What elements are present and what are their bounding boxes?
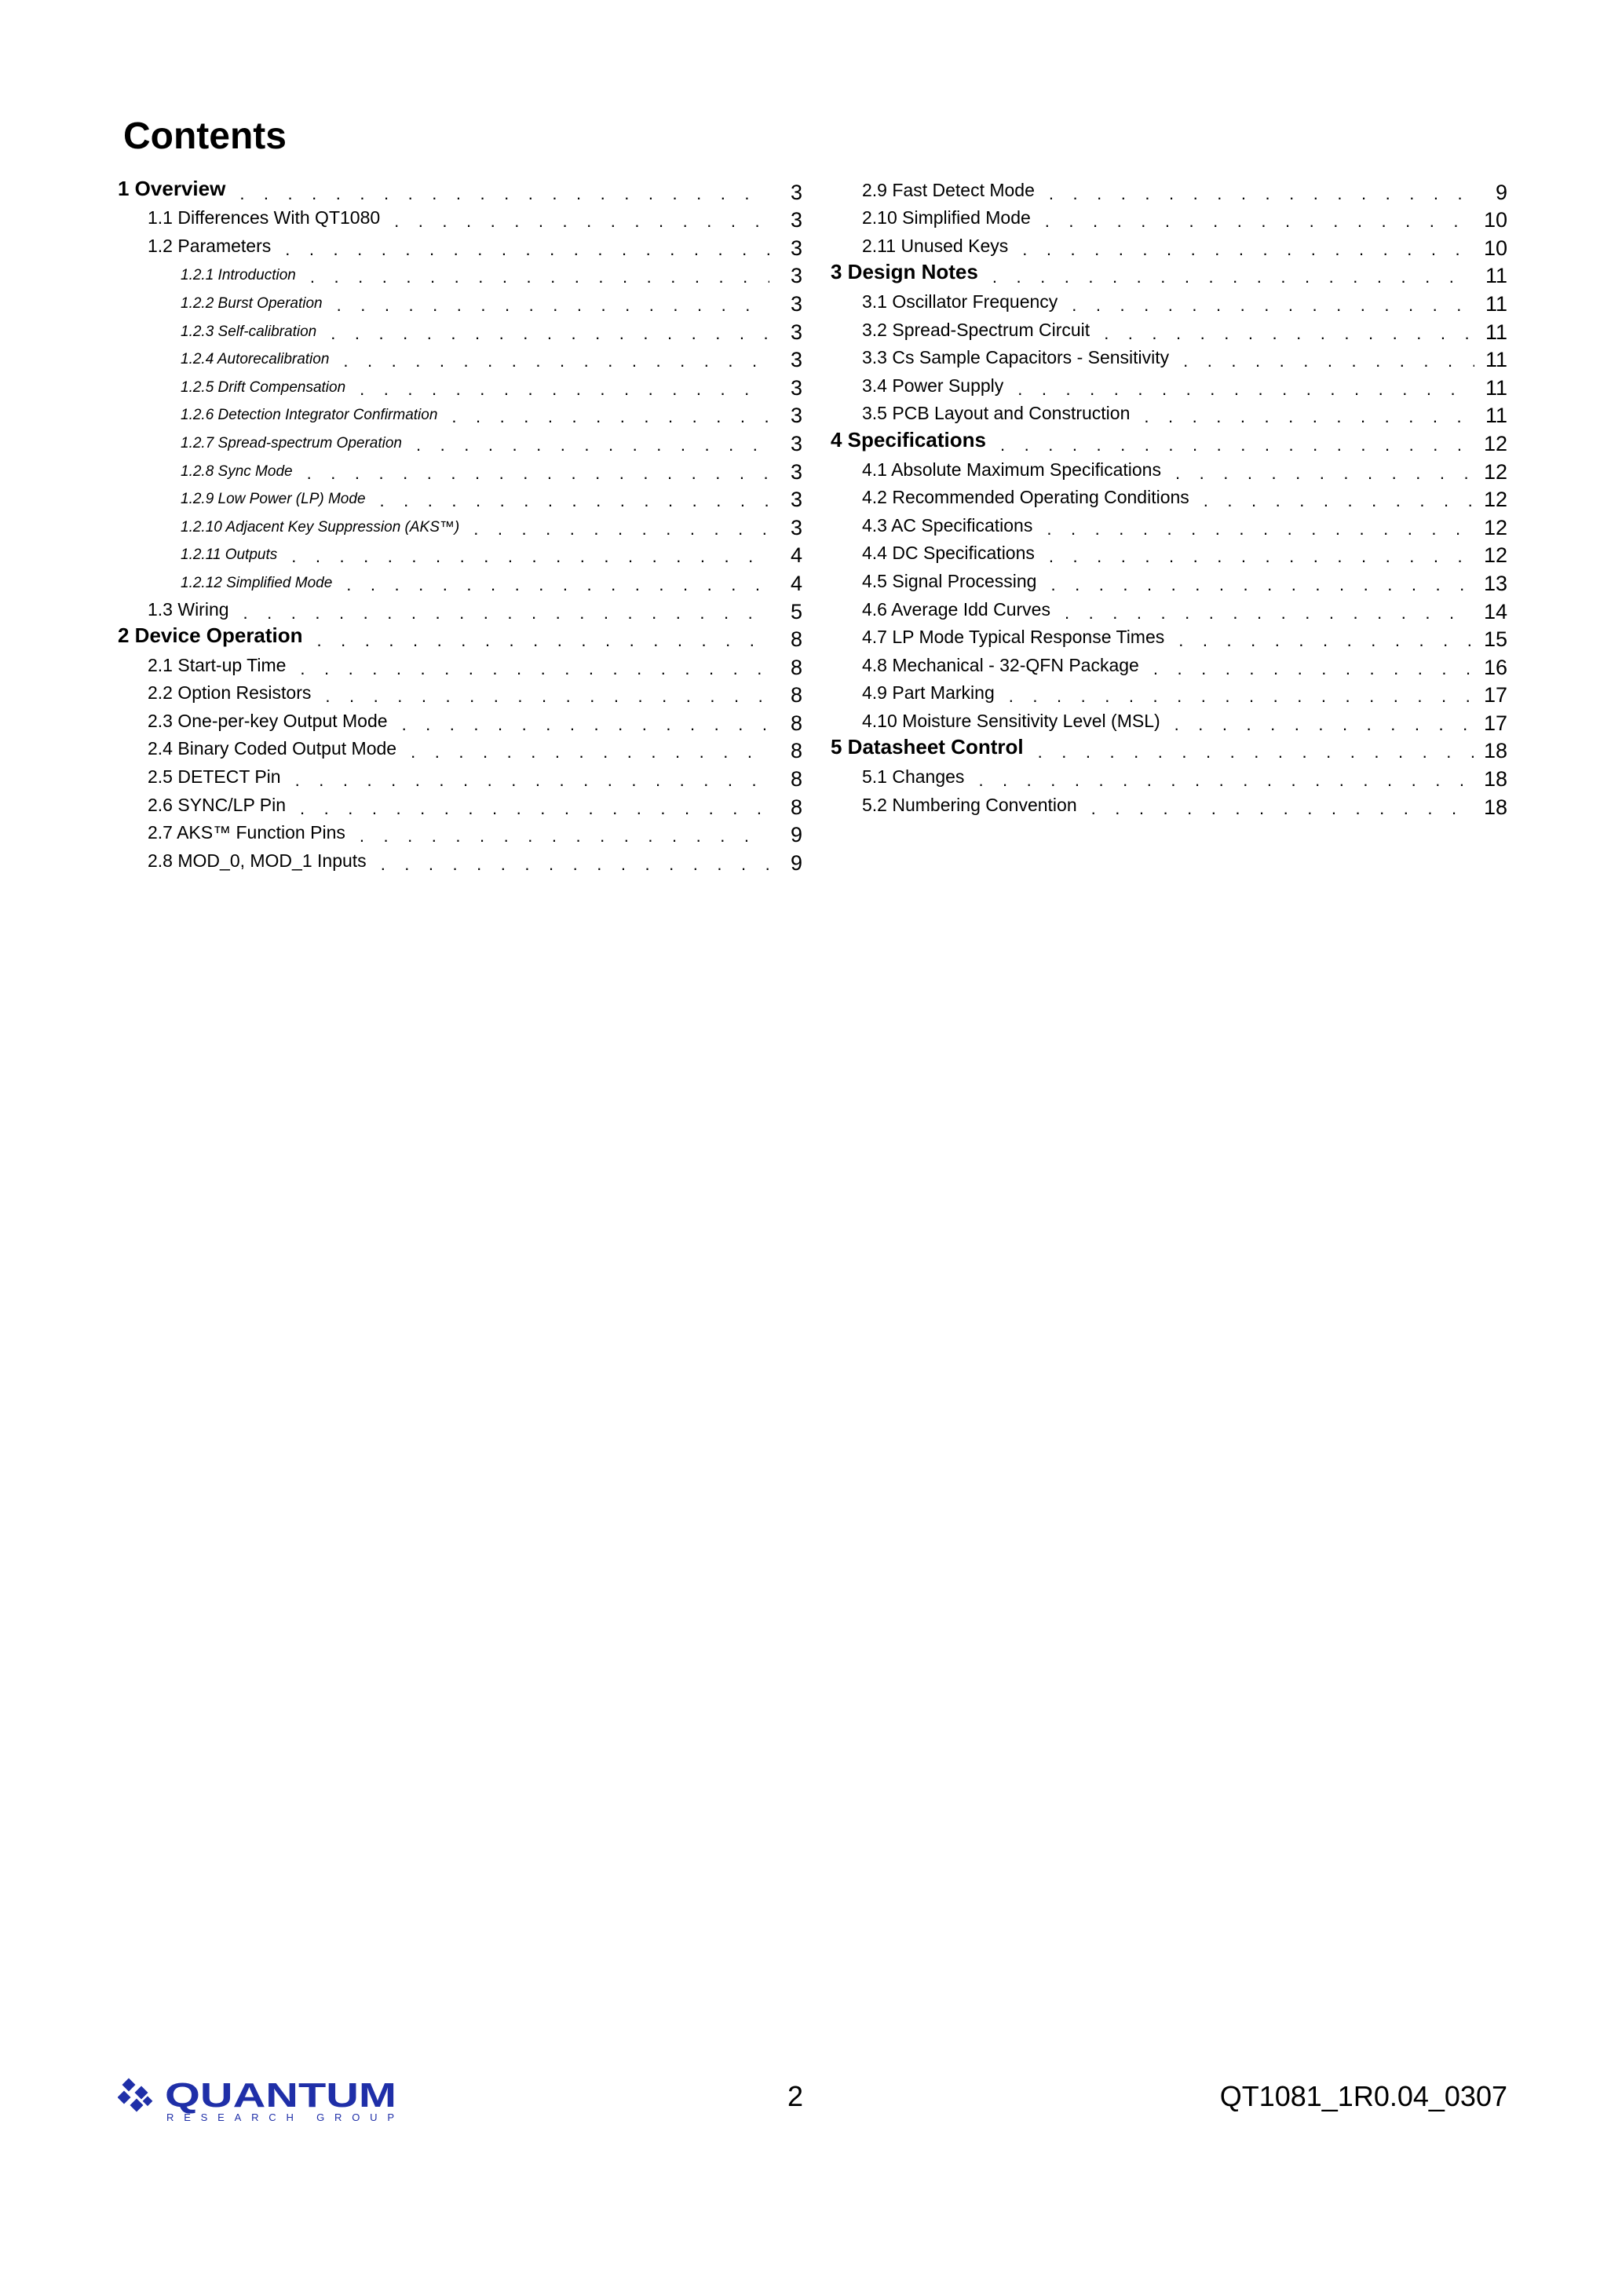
toc-leader-dots xyxy=(1174,716,1474,737)
toc-entry-page: 3 xyxy=(790,375,802,400)
toc-entry-label: 1.2 Parameters xyxy=(148,235,272,256)
toc-entry-page: 15 xyxy=(1483,627,1507,652)
toc-leader-dots xyxy=(346,576,769,597)
toc-entry-label: 1.2.10 Adjacent Key Suppression (AKS™) xyxy=(181,518,460,536)
toc-leader-dots xyxy=(1065,605,1474,625)
toc-entry-page: 9 xyxy=(790,850,802,875)
toc-entry[interactable] xyxy=(118,206,802,234)
toc-leader-dots xyxy=(337,297,769,317)
toc-entry-label: 2.10 Simplified Mode xyxy=(862,207,1031,229)
toc-leader-dots xyxy=(381,856,769,876)
toc-leader-dots xyxy=(1000,437,1474,457)
toc-entry-page: 8 xyxy=(790,767,802,792)
toc-entry-label: 1 Overview xyxy=(118,176,226,200)
toc-entry[interactable] xyxy=(831,625,1507,653)
toc-entry[interactable] xyxy=(831,177,1507,206)
toc-entry[interactable] xyxy=(831,206,1507,234)
toc-entry-page: 10 xyxy=(1483,208,1507,232)
toc-entry[interactable] xyxy=(118,233,802,261)
toc-entry-page: 3 xyxy=(790,320,802,344)
toc-leader-dots xyxy=(1183,353,1474,373)
toc-entry-page: 13 xyxy=(1483,571,1507,595)
toc-entry-page: 3 xyxy=(790,488,802,512)
toc-entry-page: 16 xyxy=(1483,655,1507,679)
toc-entry-page: 8 xyxy=(790,739,802,763)
toc-entry-label: 1.1 Differences With QT1080 xyxy=(148,207,381,229)
toc-leader-dots xyxy=(239,185,769,206)
toc-leader-dots xyxy=(331,325,769,345)
toc-entry-label: 1.2.3 Self-calibration xyxy=(181,323,317,340)
toc-entry[interactable] xyxy=(831,485,1507,514)
toc-entry-label: 4.10 Moisture Sensitivity Level (MSL) xyxy=(862,710,1160,731)
toc-entry-page: 8 xyxy=(790,795,802,819)
toc-entry[interactable] xyxy=(831,429,1507,457)
toc-leader-dots xyxy=(1049,185,1474,206)
toc-leader-dots xyxy=(1144,408,1474,429)
toc-leader-dots xyxy=(1104,325,1474,345)
toc-leader-dots xyxy=(1178,632,1474,653)
toc-left-column xyxy=(118,177,802,876)
toc-entry[interactable] xyxy=(118,569,802,597)
toc-leader-dots xyxy=(1047,521,1474,541)
toc-leader-dots xyxy=(1017,381,1474,401)
toc-entry-label: 1.2.4 Autorecalibration xyxy=(181,351,330,368)
toc-leader-dots xyxy=(360,828,769,848)
toc-entry[interactable] xyxy=(831,653,1507,681)
toc-leader-dots xyxy=(992,269,1474,289)
toc-leader-dots xyxy=(1050,576,1474,597)
toc-entry-page: 4 xyxy=(790,543,802,568)
toc-entry-label: 1.2.12 Simplified Mode xyxy=(181,574,333,591)
toc-entry-page: 3 xyxy=(790,404,802,428)
toc-entry-label: 4.6 Average Idd Curves xyxy=(862,598,1050,620)
toc-entry-page: 3 xyxy=(790,180,802,204)
toc-entry-label: 1.2.11 Outputs xyxy=(181,547,278,564)
toc-leader-dots xyxy=(300,800,769,821)
toc-entry-label: 3.5 PCB Layout and Construction xyxy=(862,403,1131,424)
toc-entry-page: 12 xyxy=(1483,515,1507,539)
toc-entry[interactable] xyxy=(118,625,802,653)
toc-entry-label: 4.8 Mechanical - 32-QFN Package xyxy=(862,654,1139,675)
toc-entry[interactable] xyxy=(118,792,802,821)
toc-entry-label: 2.1 Start-up Time xyxy=(148,654,287,675)
toc-leader-dots xyxy=(411,744,769,764)
toc-entry-label: 2.8 MOD_0, MOD_1 Inputs xyxy=(148,850,367,871)
toc-entry[interactable] xyxy=(118,541,802,569)
toc-entry-page: 18 xyxy=(1483,767,1507,792)
toc-entry[interactable] xyxy=(831,764,1507,792)
toc-entry[interactable] xyxy=(118,848,802,876)
toc-entry-page: 18 xyxy=(1483,795,1507,819)
toc-entry-page: 3 xyxy=(790,515,802,539)
toc-entry-label: 1.2.7 Spread-spectrum Operation xyxy=(181,434,402,452)
toc-entry-page: 10 xyxy=(1483,236,1507,260)
toc-entry[interactable] xyxy=(831,513,1507,541)
toc-entry-label: 5.2 Numbering Convention xyxy=(862,794,1077,815)
toc-entry[interactable] xyxy=(118,429,802,457)
quantum-logo xyxy=(118,2077,400,2124)
toc-entry[interactable] xyxy=(831,289,1507,317)
toc-entry-page: 11 xyxy=(1485,320,1507,344)
toc-entry-page: 3 xyxy=(790,431,802,455)
toc-entry-label: 2.2 Option Resistors xyxy=(148,682,312,704)
toc-entry[interactable] xyxy=(831,681,1507,709)
toc-entry-page: 11 xyxy=(1485,404,1507,428)
toc-entry[interactable] xyxy=(831,373,1507,401)
document-id: QT1081_1R0.04_0307 xyxy=(1219,2080,1507,2112)
toc-entry-label: 1.2.6 Detection Integrator Confirmation xyxy=(181,407,438,424)
toc-leader-dots xyxy=(1022,241,1474,261)
toc-entry-page: 3 xyxy=(790,291,802,316)
toc-entry-page: 3 xyxy=(790,264,802,288)
toc-entry[interactable] xyxy=(118,821,802,849)
toc-leader-dots xyxy=(285,241,769,261)
toc-leader-dots xyxy=(416,437,769,457)
toc-entry-page: 4 xyxy=(790,571,802,595)
toc-entry[interactable] xyxy=(118,764,802,792)
toc-entry-label: 4 Specifications xyxy=(831,427,986,452)
toc-entry-page: 3 xyxy=(790,459,802,484)
toc-entry-page: 12 xyxy=(1483,488,1507,512)
toc-leader-dots xyxy=(380,492,769,513)
toc-entry[interactable] xyxy=(831,708,1507,737)
toc-entry-page: 3 xyxy=(790,236,802,260)
toc-entry-page: 3 xyxy=(790,348,802,372)
toc-entry[interactable] xyxy=(831,737,1507,765)
toc-leader-dots xyxy=(317,632,769,653)
toc-entry-label: 5.1 Changes xyxy=(862,766,965,788)
toc-entry-page: 5 xyxy=(790,599,802,623)
toc-entry-label: 2.11 Unused Keys xyxy=(862,235,1009,256)
toc-leader-dots xyxy=(360,381,769,401)
toc-entry[interactable] xyxy=(118,681,802,709)
toc-entry-label: 4.1 Absolute Maximum Specifications xyxy=(862,459,1161,480)
toc-entry-label: 2.5 DETECT Pin xyxy=(148,766,281,788)
toc-leader-dots xyxy=(1175,465,1474,485)
toc-entry[interactable] xyxy=(118,485,802,514)
toc-entry[interactable] xyxy=(118,708,802,737)
toc-leader-dots xyxy=(1049,548,1474,569)
toc-entry-page: 8 xyxy=(790,627,802,652)
toc-entry-label: 3.2 Spread-Spectrum Circuit xyxy=(862,319,1090,340)
toc-entry[interactable] xyxy=(831,457,1507,485)
toc-entry[interactable] xyxy=(831,233,1507,261)
toc-entry-page: 12 xyxy=(1483,459,1507,484)
toc-entry-label: 2.7 AKS™ Function Pins xyxy=(148,822,345,843)
toc-entry[interactable] xyxy=(831,401,1507,430)
toc-entry[interactable] xyxy=(831,345,1507,374)
toc-entry[interactable] xyxy=(118,653,802,681)
toc-entry-label: 1.2.8 Sync Mode xyxy=(181,462,293,480)
toc-leader-dots xyxy=(473,521,769,541)
toc-entry-page: 12 xyxy=(1483,543,1507,568)
toc-leader-dots xyxy=(291,548,769,569)
toc-entry-page: 11 xyxy=(1485,264,1507,288)
toc-leader-dots xyxy=(978,772,1474,792)
toc-entry-page: 8 xyxy=(790,683,802,707)
toc-entry-label: 3 Design Notes xyxy=(831,260,978,284)
toc-entry-page: 14 xyxy=(1483,599,1507,623)
toc-entry[interactable] xyxy=(118,597,802,625)
toc-entry-page: 8 xyxy=(790,711,802,735)
toc-entry-label: 2.9 Fast Detect Mode xyxy=(862,179,1035,200)
toc-leader-dots xyxy=(394,213,769,233)
toc-entry-label: 4.4 DC Specifications xyxy=(862,543,1035,564)
toc-entry[interactable] xyxy=(118,401,802,430)
toc-entry-label: 5 Datasheet Control xyxy=(831,735,1024,759)
toc-entry[interactable] xyxy=(118,513,802,541)
toc-entry-label: 2.4 Binary Coded Output Mode xyxy=(148,738,397,759)
toc-entry-label: 1.3 Wiring xyxy=(148,598,229,620)
toc-entry[interactable] xyxy=(118,261,802,290)
toc-entry[interactable] xyxy=(118,345,802,374)
toc-leader-dots xyxy=(343,353,769,373)
toc-entry[interactable] xyxy=(118,177,802,206)
toc-entry-label: 2.3 One-per-key Output Mode xyxy=(148,710,388,731)
toc-leader-dots xyxy=(243,605,769,625)
toc-entry-label: 4.2 Recommended Operating Conditions xyxy=(862,487,1189,508)
toc-leader-dots xyxy=(325,688,769,708)
page-title: Contents xyxy=(123,115,287,157)
toc-entry-page: 11 xyxy=(1485,375,1507,400)
toc-entry-label: 4.7 LP Mode Typical Response Times xyxy=(862,627,1165,648)
toc-leader-dots xyxy=(295,772,769,792)
toc-right-column xyxy=(831,177,1507,821)
toc-leader-dots xyxy=(310,269,769,289)
toc-entry[interactable] xyxy=(118,289,802,317)
toc-leader-dots xyxy=(1091,800,1474,821)
toc-leader-dots xyxy=(1153,660,1474,681)
toc-entry-page: 8 xyxy=(790,655,802,679)
toc-entry[interactable] xyxy=(118,373,802,401)
toc-entry-label: 1.2.1 Introduction xyxy=(181,267,296,284)
toc-entry-label: 4.3 AC Specifications xyxy=(862,514,1033,536)
toc-entry[interactable] xyxy=(831,317,1507,345)
toc-entry[interactable] xyxy=(831,569,1507,597)
toc-entry-label: 4.5 Signal Processing xyxy=(862,570,1037,591)
toc-entry-label: 3.3 Cs Sample Capacitors - Sensitivity xyxy=(862,347,1170,368)
toc-leader-dots xyxy=(1038,744,1474,764)
toc-entry-page: 3 xyxy=(790,208,802,232)
toc-entry-label: 4.9 Part Marking xyxy=(862,682,995,704)
toc-entry-page: 18 xyxy=(1483,739,1507,763)
toc-entry-page: 17 xyxy=(1483,683,1507,707)
toc-entry[interactable] xyxy=(118,737,802,765)
toc-entry[interactable] xyxy=(831,541,1507,569)
toc-entry-label: 1.2.5 Drift Compensation xyxy=(181,378,346,396)
toc-leader-dots xyxy=(451,408,769,429)
toc-entry-page: 17 xyxy=(1483,711,1507,735)
toc-entry-page: 12 xyxy=(1483,431,1507,455)
toc-entry-label: 1.2.2 Burst Operation xyxy=(181,294,323,312)
logo-subtitle: RESEARCH GROUP xyxy=(166,2111,394,2123)
toc-entry-label: 3.1 Oscillator Frequency xyxy=(862,291,1058,312)
toc-leader-dots xyxy=(300,660,769,681)
toc-leader-dots xyxy=(1045,213,1474,233)
toc-entry[interactable] xyxy=(831,597,1507,625)
toc-entry-label: 2.6 SYNC/LP Pin xyxy=(148,794,287,815)
toc-entry-page: 11 xyxy=(1485,291,1507,316)
toc-entry-label: 3.4 Power Supply xyxy=(862,375,1004,396)
toc-entry-label: 1.2.9 Low Power (LP) Mode xyxy=(181,491,366,508)
toc-entry-page: 9 xyxy=(790,823,802,847)
toc-leader-dots xyxy=(1072,297,1474,317)
toc-entry[interactable] xyxy=(831,261,1507,290)
logo-word: QUANTUM xyxy=(165,2077,396,2115)
toc-entry[interactable] xyxy=(831,792,1507,821)
toc-entry-page: 9 xyxy=(1495,180,1507,204)
toc-entry[interactable] xyxy=(118,457,802,485)
toc-leader-dots xyxy=(307,465,769,485)
toc-entry-page: 11 xyxy=(1485,348,1507,372)
toc-leader-dots xyxy=(1204,492,1474,513)
quantum-diamond-icon xyxy=(118,2078,152,2112)
toc-leader-dots xyxy=(1009,688,1474,708)
toc-entry-label: 2 Device Operation xyxy=(118,623,303,648)
toc-entry[interactable] xyxy=(118,317,802,345)
page-number: 2 xyxy=(787,2080,804,2112)
toc-leader-dots xyxy=(402,716,769,737)
